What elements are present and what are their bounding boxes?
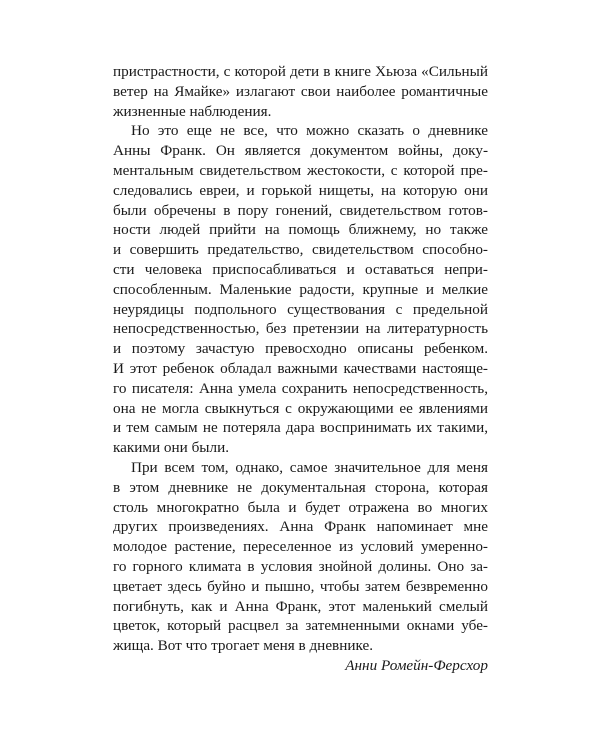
text-line: следовались евреи, и горькой нищеты, на которую они — [113, 181, 488, 199]
text-line: жища. Вот что трогает меня в дневнике. — [113, 637, 374, 655]
text-line: ветер на Ямайке» излагают свои наиболее романтичные — [113, 82, 488, 100]
text-line: какими они были. — [113, 439, 230, 457]
text-line: в этом дневнике не документальная сторона, которая — [113, 478, 488, 496]
text-line: были обречены в пору гонений, свидетельством готов- — [113, 201, 488, 219]
text-line: она не могла свыкнуться с окружающими ее явлениями — [113, 399, 488, 417]
text-line: ментальным свидетельством жестокости, с которой пре- — [113, 161, 488, 179]
text-line: способленным. Маленькие радости, крупные и мелкие — [113, 280, 488, 298]
text-line: и тем самым не потеряла дара воспринимать их такими, — [113, 419, 488, 437]
text-line: При всем том, однако, самое значительное для меня — [131, 458, 488, 476]
text-line: молодое растение, переселенное из условий умеренно- — [113, 538, 488, 556]
text-line: непосредственностью, без претензии на литературность — [113, 320, 488, 338]
text-line: неурядицы подпольного существования с предельной — [113, 300, 488, 318]
text-line: цветок, который расцвел за затемненными окнами убе- — [113, 617, 488, 635]
text-line: столь многократно была и будет отражена во многих — [113, 498, 488, 516]
text-line: го писателя: Анна умела сохранить непосредственность, — [113, 379, 488, 397]
text-line: сти человека приспосабливаться и оставаться непри- — [113, 260, 488, 278]
text-line: Но это еще не все, что можно сказать о дневнике — [131, 122, 488, 140]
text-line: цветает здесь буйно и пышно, чтобы затем безвременно — [113, 577, 488, 595]
paragraph-2 — [113, 121, 488, 458]
page-body — [113, 62, 488, 676]
paragraph-1 — [113, 62, 488, 121]
text-line: И этот ребенок обладал важными качествами настоящe- — [113, 359, 488, 377]
author-signature: Анни Ромейн-Ферсхор — [345, 656, 488, 674]
text-line: пристрастности, с которой дети в книге Хьюза «Сильный — [113, 63, 488, 80]
paragraph-3 — [113, 458, 488, 656]
text-line: Анны Франк. Он является документом войны, доку- — [113, 142, 488, 160]
text-line: и поэтому зачастую превосходно описаны ребенком. — [113, 340, 488, 358]
text-line: го горного климата в условия знойной долины. Оно за- — [113, 557, 488, 575]
text-line: ности людей прийти на помощь ближнему, но также — [113, 221, 488, 239]
text-line: жизненные наблюдения. — [113, 102, 272, 120]
text-line: погибнуть, как и Анна Франк, этот маленький смелый — [113, 597, 488, 615]
text-line: и совершить предательство, свидетельством способно- — [113, 241, 488, 259]
text-line: других произведениях. Анна Франк напоминает мне — [113, 518, 488, 536]
